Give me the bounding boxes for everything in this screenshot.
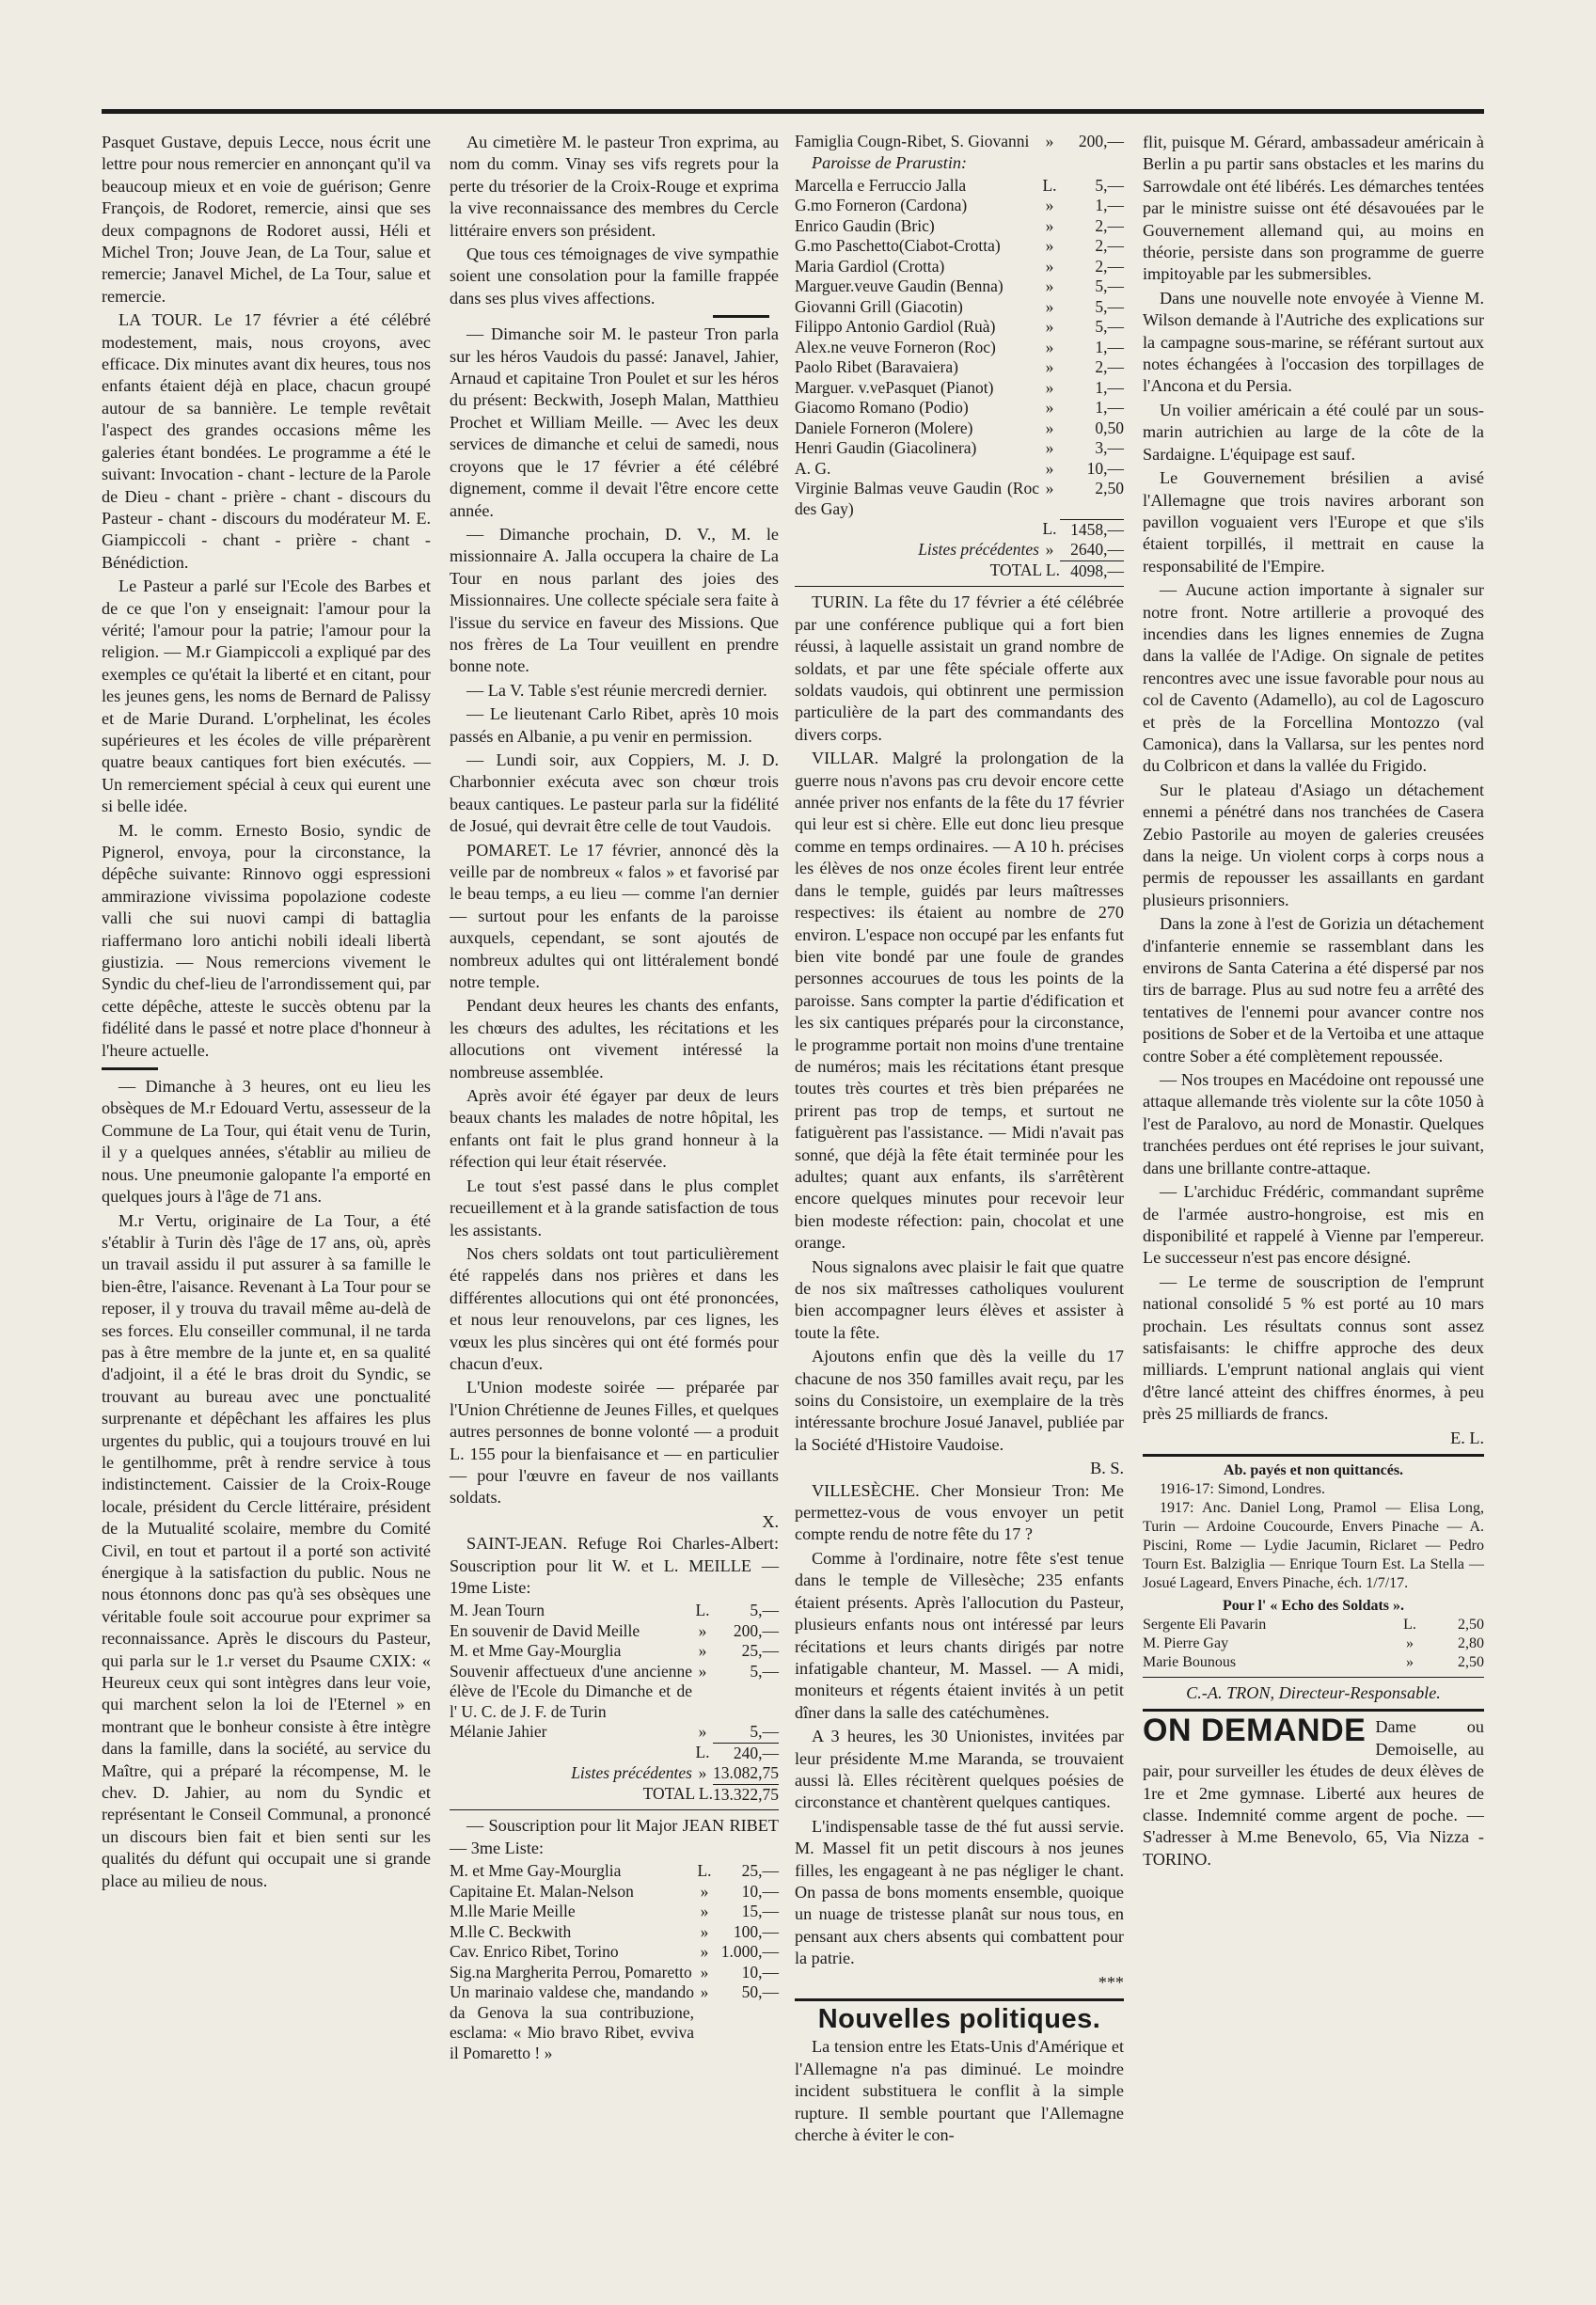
top-rule [102, 109, 1484, 114]
list-item: Marguer.veuve Gaudin (Benna) » 5,— [795, 276, 1124, 296]
director-line: C.-A. TRON, Directeur-Responsable. [1186, 1682, 1441, 1702]
list-item: Paolo Ribet (Baravaiera) » 2,— [795, 357, 1124, 377]
column-1 [102, 132, 431, 1894]
list-item: M. et Mme Gay-Mourglia L. 25,— [450, 1861, 779, 1881]
list-item: Virginie Balmas veuve Gaudin (Roc des Gay) » 2,50 [795, 479, 1124, 518]
ad-text: Dame ou Demoiselle, au pair, pour surveiller les études de deux élèves de 1re et 2me gymnase. Liberté aux heures de classe. Indemnité comme argent de poche. — S'adresser à M.me Benevolo, 65, Via Nizza - TORINO. [1143, 1717, 1484, 1869]
divider [795, 1998, 1124, 2001]
paragraph: Sur le plateau d'Asiago un détachement ennemi a pénétré dans nos tranchées de Casera Zebio Pastorile au moyen de galeries creusées dans la neige. Un violent corps à corps nous a permis de repousser les assaillants en gardant plusieurs prisonniers. [1143, 780, 1484, 909]
classified-ad [1143, 1713, 1484, 1871]
list-item: Sergente Eli Pavarin L. 2,50 [1143, 1616, 1484, 1633]
paragraph: — Dimanche à 3 heures, ont eu lieu les obsèques de M.r Edouard Vertu, assesseur de la Commune de La Tour, qui était venu de Turin, il y a quelques années, s'établir au milieu de nous. Une pneumonie galopante l'a emporté en quelques jours à l'âge de 71 ans. [102, 1077, 431, 1207]
list-item: M.lle Marie Meille » 15,— [450, 1902, 779, 1921]
subscription-list [795, 176, 1124, 582]
paragraph: — Dimanche soir M. le pasteur Tron parla sur les héros Vaudois du passé: Janavel, Jahier, Arnaud et capitaine Tron Poulet et sur les héros du présent: Beckwith, Joseph Malan, Matthieu Prochet et William Meille. — Avec les deux services de dimanche et celui de samedi, nous croyons que le 17 février a été célébré dignement, comme il devait l'être encore cette année. [450, 324, 779, 520]
list-item: M. Pierre Gay » 2,80 [1143, 1634, 1484, 1651]
paragraph: Que tous ces témoignages de vive sympathie soient une consolation pour la famille frappée dans ses plus vives affections. [450, 245, 779, 308]
paragraph: VILLAR. Malgré la prolongation de la guerre nous n'avons pas cru devoir encore cette année priver nos enfants de la fête du 17 février qui leur est si chère. Elle eut donc lieu presque comme en temps ordinaires. — A 10 h. précises les élèves de nos onze écoles firent leur entrée dans le temple, guidés par leurs maîtresses respectives: ils étaient au nombre de 270 environ. L'espace non occupé par les enfants fut bien vite bondé par une foule de grandes personnes accourues de tous les points de la paroisse. Sans compter la partie d'édification et les six cantiques préparés pour la circonstance, le programme portait non moins d'une trentaine de numéros; mais les récitations étant presque toutes très courtes et très bien préparées ne prirent pas trop de temps, et surtout ne fatiguèrent pas l'assistance. — Midi n'avait pas sonné, que déjà la fête était terminée pour les adultes; quant aux enfants, ils s'arrêtèrent encore quelques minutes pour recevoir leur bien modeste réfection: pain, chocolat et une orange. [795, 749, 1124, 1253]
list-item: Capitaine Et. Malan-Nelson » 10,— [450, 1881, 779, 1901]
paragraph: — La V. Table s'est réunie mercredi dernier. [466, 680, 767, 700]
previous-lists-row: Listes précédentes » 13.082,75 [571, 1763, 779, 1783]
subscription-list [450, 1601, 779, 1805]
paragraph: — Dimanche prochain, D. V., M. le missionnaire A. Jalla occupera la chaire de La Tour en nous parlant des joies des Missionnaires. Une collecte spéciale sera faite à l'issue du service en faveur des Missions. Que nos frères de La Tour veuillent en prendre bonne note. [450, 524, 779, 676]
paragraph: Nos chers soldats ont tout particulièrement été rappelés dans nos prières et dans les différentes allocutions qui ont été prononcées, et nous leur renouvelons, par ces lignes, les vœux les plus sincères qui ont été formés pour chacun d'eux. [450, 1243, 779, 1373]
paragraph: — Aucune action importante à signaler sur notre front. Notre artillerie a provoqué des incendies dans les lignes ennemies de Zugna dans la vallée de l'Adige. On signale de petites rencontres avec une issue favorable pour nous au col de Cavento (Adamello), au col de Lagoscuro et près de la Forcellina Montozzo (val Camonica), dans la Vallarsa, sur les pentes nord du Colbricon et dans la vallée du Frigido. [1143, 580, 1484, 776]
paragraph: Au cimetière M. le pasteur Tron exprima, au nom du comm. Vinay ses vifs regrets pour la perte du trésorier de la Croix-Rouge et exprima la vive reconnaissance des membres du Cercle littéraire envers son président. [450, 133, 779, 240]
column-2 [450, 132, 779, 2063]
notice-line: 1917: Anc. Daniel Long, Pramol — Elisa Long, Turin — Ardoine Coucourde, Envers Pinache — A. Piscini, Rome — Lydie Jacumin, Riclaret — Pedro Tourn Est. Balziglia — Enrique Tourn Est. La Stella — Josué Lageard, Envers Pinache, éch. 1/7/17. [1143, 1499, 1484, 1591]
paragraph: Comme à l'ordinaire, notre fête s'est tenue dans le temple de Villesèche; 235 enfants étaient présents. Après l'allocution du Pasteur, plusieurs enfants nous ont intéressé par leurs récitations et leurs chants dirigés par notre infatigable chanteur, M. Massel. — A midi, moniteurs et régents étaient invités à un petit dîner dans la salle des catéchumènes. [795, 1548, 1124, 1722]
list-item: Un marinaio valdese che, mandando da Genova la sua contribuzione, esclama: « Mio bravo Ribet, evviva il Pomaretto ! » » 50,— [450, 1982, 779, 2062]
paragraph: Ajoutons enfin que dès la veille du 17 chacune de nos 350 familles avait reçu, par les soins du Consistoire, un exemplaire de la très intéressante brochure Josué Janavel, publiée par la Société d'Histoire Vaudoise. [795, 1347, 1124, 1454]
list-item: G.mo Paschetto(Ciabot-Crotta) » 2,— [795, 236, 1124, 256]
paragraph: L'Union modeste soirée — préparée par l'Union Chrétienne de Jeunes Filles, et quelques autres personnes de bonne volonté — a produit L. 155 pour la bienfaisance et — en particulier — pour l'œuvre en faveur de nos vaillants soldats. [450, 1378, 779, 1508]
signature: X. [762, 1511, 779, 1531]
divider [1143, 1454, 1484, 1457]
signature: E. L. [1450, 1428, 1484, 1447]
subscription-heading: SAINT-JEAN. Refuge Roi Charles-Albert: Souscription pour lit W. et L. MEILLE — 19me Liste: [450, 1534, 779, 1597]
list-item: Marie Bounous » 2,50 [1143, 1653, 1484, 1670]
list-item: Sig.na Margherita Perrou, Pomaretto » 10,— [450, 1962, 779, 1981]
paragraph: M. le comm. Ernesto Bosio, syndic de Pignerol, envoya, pour la circonstance, la dépêche suivante: Rinnovo oggi espressioni ammirazione vivissima popolazione codeste valli che sui nuovi campi di battaglia riaffermano loro antichi nobili ideali libertà giustizia. — Nous remercions vivement le Syndic du chef-lieu de l'arrondissement qui, par cette dépêche, atteste le succès obtenu par la fidélité dans le passé et notre place d'honneur à l'heure actuelle. [102, 820, 431, 1060]
previous-lists-row: Listes précédentes » 2640,— [918, 540, 1124, 560]
paragraph: L'indispensable tasse de thé fut aussi servie. M. Massel fit un petit discours à nos jeunes filles, les engageant à ne pas négliger le chant. On passa de bons moments ensemble, quoique un nuage de tristesse planât sur nous tous, en pensant aux chers absents qui combattent pour la patrie. [795, 1816, 1124, 1968]
list-item: Famiglia Cougn-Ribet, S. Giovanni » 200,— [795, 132, 1124, 150]
paragraph: Nous signalons avec plaisir le fait que quatre de nos six maîtresses catholiques voulurent bien accompagner leurs élèves et assister à toute la fête. [795, 1256, 1124, 1342]
separator [713, 315, 769, 318]
paragraph: — Nos troupes en Macédoine ont repoussé une attaque allemande très violente sur la côte 1050 à l'est de Paralovo, au nord de Monastir. Quelques tranchées perdues ont été reprises le jour suivant, dans une brillante contre-attaque. [1143, 1070, 1484, 1177]
list-item: Marguer. v.vePasquet (Pianot) » 1,— [795, 377, 1124, 397]
paragraph: M.r Vertu, originaire de La Tour, a été s'établir à Turin dès l'âge de 17 ans, où, après un travail assidu il put assurer à sa famille le bien-être, l'aisance. Revenant à La Tour pour se reposer, il y trouva du travail même au-delà de ses forces. Elu conseiller communal, il ne tarda pas à être membre de la junte et, en sa qualité d'adjoint, il a été le bras droit du Syndic, se trouvant au bureau avec une ponctualité surprenante et dépêchant les affaires les plus urgentes du public, qui a toujours trouvé en lui le gentilhomme, prêt à rendre service à tous indistinctement. Caissier de la Croix-Rouge locale, président du Cercle littéraire, président de la Mutualité scolaire, membre du Comité Civil, en tout et partout il a porté son activité énergique à la satisfaction du public. Nous ne nous étonnons donc pas qu'à ses obsèques une véritable foule soit accourue pour exprimer sa reconnaissance. Après le discours du Pasteur, qui parla sur le 1.r verset du Psaume CXIX: « Heureux ceux qui sont intègres dans leur voie, qui marchent selon la loi de l'Eternel » en montrant que le bonheur consiste à être intègre dans la famille, dans la société, au service du Maître, qui a préparé la récompense, M. le chev. D. Jahier, au nom du Syndic et représentant le Conseil Communal, a prononcé un discours bien fait et bien senti sur les qualités du défunt qui occupait une si grande place au milieu de nous. [102, 1210, 431, 1890]
paragraph: La tension entre les Etats-Unis d'Amérique et l'Allemagne n'a pas diminué. Le moindre incident substituera le conflit à la simple rupture. Il semble pourtant que l'Allemagne cherche à éviter le con- [795, 2037, 1124, 2145]
subscription-list [450, 1861, 779, 2063]
separator [102, 1067, 158, 1070]
paragraph: TURIN. La fête du 17 février a été célébrée par une conférence publique qui a fort bien réussi, à laquelle assistait un grand nombre de soldats, et par une fête spéciale offerte aux soldats vaudois, qui obtinrent une permission particulière de la part des commandants des divers corps. [795, 592, 1124, 744]
list-item: G.mo Forneron (Cardona) » 1,— [795, 196, 1124, 215]
total-row: TOTAL L. 13.322,75 [642, 1784, 779, 1804]
list-item: Mélanie Jahier » 5,— [450, 1722, 779, 1742]
paragraph: — Le lieutenant Carlo Ribet, après 10 mois passés en Albanie, a pu venir en permission. [450, 704, 779, 746]
notice-line: 1916-17: Simond, Londres. [1160, 1480, 1325, 1497]
list-item: Maria Gardiol (Crotta) » 2,— [795, 256, 1124, 276]
subscription-heading: — Souscription pour lit Major JEAN RIBET — 3me Liste: [450, 1816, 779, 1857]
paragraph: Le tout s'est passé dans le plus complet recueillement et à la grande satisfaction de tous les assistants. [450, 1176, 779, 1239]
divider [795, 586, 1124, 587]
paragraph: Pasquet Gustave, depuis Lecce, nous écrit une lettre pour nous remercier en annonçant qu'il va beaucoup mieux et en voie de guérison; Genre François, de Rodoret, remercie, ainsi que ses deux compagnons de Rodoret aussi, Héli et Michel Tron; Jouve Jean, de La Tour, salue et remercie; Janavel Michel, de La Tour, salue et remercie. [102, 133, 431, 306]
list-item: Giovanni Grill (Giacotin) » 5,— [795, 296, 1124, 316]
paragraph: Un voilier américain a été coulé par un sous-marin autrichien au large de la côte de la Sardaigne. L'équipage est sauf. [1143, 400, 1484, 464]
list-item: Marcella e Ferruccio Jalla L. 5,— [795, 175, 1124, 195]
list-item: M. Jean Tourn L. 5,— [450, 1601, 779, 1620]
paragraph: Le Gouvernement brésilien a avisé l'Allemagne que trois navires arborant son pavillon voguaient vers l'Europe et que s'ils étaient torpillés, il mettrait en cause la responsabilité de l'Empire. [1143, 468, 1484, 576]
column-4 [1143, 132, 1484, 1871]
ad-title: ON DEMANDE [1143, 1713, 1367, 1749]
paragraph: A 3 heures, les 30 Unionistes, invitées par leur présidente M.me Maranda, se trouvaient aussi là. Elles récitèrent quelques poésies de circonstance et chantèrent quelques cantiques. [795, 1727, 1124, 1812]
list-item: Giacomo Romano (Podio) » 1,— [795, 398, 1124, 418]
notice-heading: Ab. payés et non quittancés. [1223, 1461, 1404, 1478]
list-item: Daniele Forneron (Molere) » 0,50 [795, 418, 1124, 437]
section-title: Nouvelles politiques. [817, 2004, 1101, 2034]
notice-heading: Pour l' « Echo des Soldats ». [1222, 1597, 1405, 1614]
paragraph: LA TOUR. Le 17 février a été célébré modestement, mais, nous croyons, avec efficace. Dix minutes avant dix heures, tous nos enfants étaient déjà en place, chacun groupé autour de sa bannière. Le temple revêtait l'aspect des grandes occasions même les galeries étant bondées. Le programme a été le suivant: Invocation - chant - lecture de la Parole de Dieu - chant - prière - chant - discours du Pasteur - chant - discours du modérateur M. E. Giampiccoli - chant - prière - chant - Bénédiction. [102, 310, 431, 572]
list-item: Souvenir affectueux d'une ancienne élève de l'Ecole du Dimanche et de l' U. C. de J. F. de Turin » 5,— [450, 1661, 779, 1721]
list-item: M.lle C. Beckwith » 100,— [450, 1921, 779, 1941]
total-row: TOTAL L. 4098,— [989, 560, 1124, 580]
signature: B. S. [1090, 1459, 1124, 1478]
list-item: Enrico Gaudin (Bric) » 2,— [795, 215, 1124, 235]
paragraph: POMARET. Le 17 février, annoncé dès la veille par de nombreux « falos » et favorisé par le beau temps, a eu lieu — comme l'an dernier — surtout pour les enfants de la paroisse auxquels, cependant, se sont ajoutés de nombreux adultes qui ont littéralement bondé notre temple. [450, 840, 779, 992]
list-item: En souvenir de David Meille » 200,— [450, 1620, 779, 1640]
subscription-list [795, 132, 1124, 152]
subtotal-row: L. 1458,— [1042, 519, 1124, 539]
subscription-heading: Paroisse de Prarustin: [812, 152, 968, 172]
list-item: A. G. » 10,— [795, 458, 1124, 478]
paragraph: Pendant deux heures les chants des enfants, les chœurs des adultes, les récitations et les allocutions ont vivement intéressé la nombreuse assemblée. [450, 996, 779, 1081]
paragraph: — Lundi soir, aux Coppiers, M. J. D. Charbonnier exécuta avec son chœur trois beaux cantiques. Le pasteur parla sur la fidélité de Josué, qui devrait être celle de tout Vaudois. [450, 750, 779, 836]
divider [1143, 1709, 1484, 1712]
paragraph: VILLESÈCHE. Cher Monsieur Tron: Me permettez-vous de vous envoyer un petit compte rendu de notre fête du 17 ? [795, 1480, 1124, 1544]
paragraph: Dans une nouvelle note envoyée à Vienne M. Wilson demande à l'Autriche des explications sur la campagne sous-marine, se référant surtout aux notes échangées à l'occasion des torpillages de l'Ancona et du Persia. [1143, 288, 1484, 396]
paragraph: Après avoir été égayer par deux de leurs beaux chants les malades de notre hôpital, les enfants ont fait le plus grand honneur à la réfection qui leur était réservée. [450, 1086, 779, 1172]
list-item: M. et Mme Gay-Mourglia » 25,— [450, 1641, 779, 1661]
list-item: Henri Gaudin (Giacolinera) » 3,— [795, 438, 1124, 458]
paragraph: Dans la zone à l'est de Gorizia un détachement d'infanterie ennemie se rassemblant dans les environs de Santa Caterina a été dispersé par nos tirs de barrage. Plus au sud notre feu a arrêté des tentatives de l'ennemi pour avancer contre nos positions de Sober et de la Vertoiba et une attaque contre Sober a été complètement repoussée. [1143, 914, 1484, 1066]
paragraph: — L'archiduc Frédéric, commandant suprême de l'armée austro-hongroise, est mis en disponibilité et rappelé à Vienne par l'empereur. Le successeur n'est pas encore désigné. [1143, 1182, 1484, 1268]
subtotal-row: L. 240,— [695, 1743, 779, 1762]
subscription-list [1143, 1616, 1484, 1672]
divider [450, 1809, 779, 1810]
paragraph: — Le terme de souscription de l'emprunt national consolidé 5 % est porté au 10 mars prochain. Les résultats connus sont assez satisfaisants: le chiffre approche des deux milliards. L'emprunt national anglais qui vient d'être lancé atteint des chiffres énormes, à peu près 25 milliards de francs. [1143, 1271, 1484, 1424]
divider [1143, 1677, 1484, 1678]
column-3 [795, 132, 1124, 2148]
paragraph: Le Pasteur a parlé sur l'Ecole des Barbes et de ce que l'on y enseignait: l'amour pour la vérité; l'amour pour la patrie; l'amour pour la religion. — M.r Giampiccoli a expliqué par des exemples ce qu'était la liberté et en citant, pour les jeunes gens, les noms de Bernard de Palissy et de Marie Durand. L'orphelinat, les écoles supérieures et les écoles de ville préparèrent quatre beaux cantiques fort bien exécutés. — Un remerciement spécial à ceux qui eurent une si belle idée. [102, 576, 431, 816]
signature: *** [1098, 1972, 1124, 1992]
paragraph: flit, puisque M. Gérard, ambassadeur américain à Berlin a pu partir sans obstacles et les marins du Sarrowdale ont été libérés. Les démarches tentées par le ministre suisse ont été désavouées par le Gouvernement allemand qui, au moins en théorie, persiste dans son programme de guerre impitoyable par les submersibles. [1143, 133, 1484, 284]
list-item: Cav. Enrico Ribet, Torino » 1.000,— [450, 1942, 779, 1962]
list-item: Filippo Antonio Gardiol (Ruà) » 5,— [795, 317, 1124, 337]
list-item: Alex.ne veuve Forneron (Roc) » 1,— [795, 337, 1124, 356]
